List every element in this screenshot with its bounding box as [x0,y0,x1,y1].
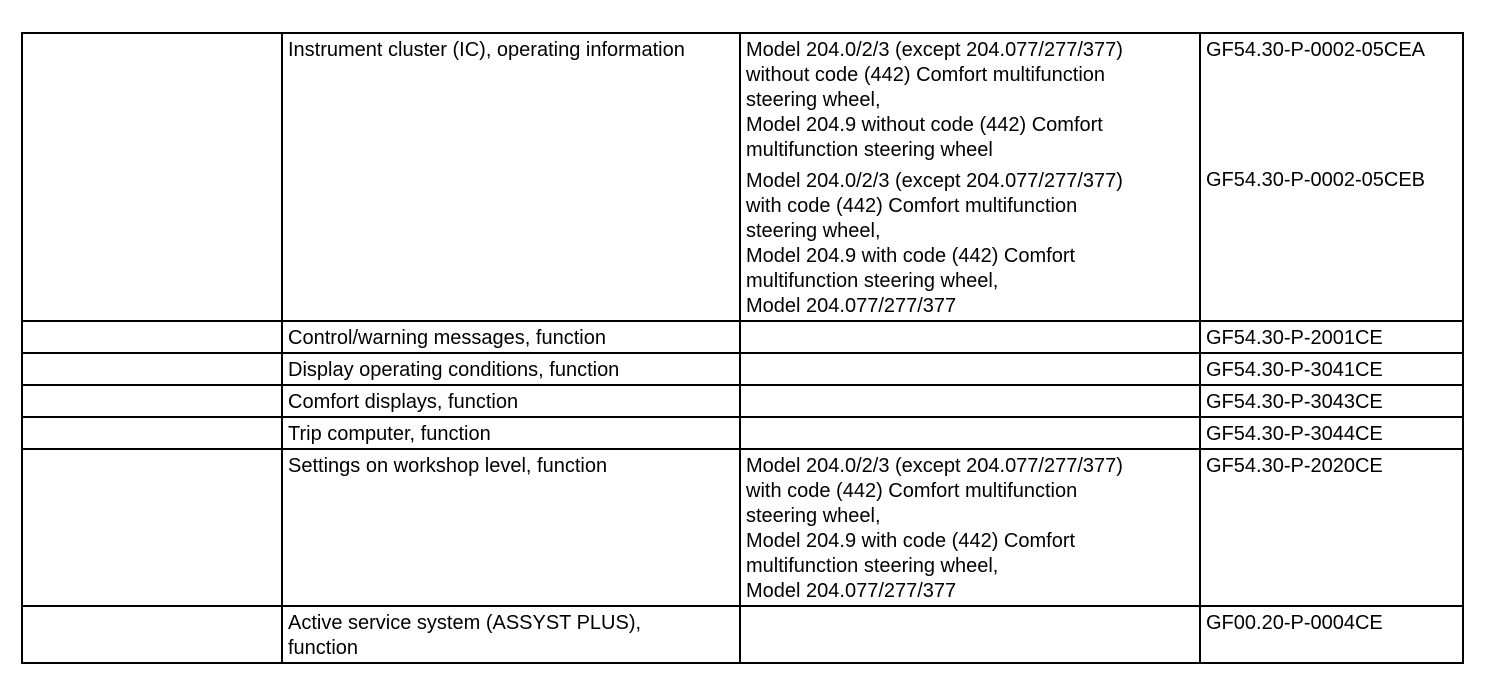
title-cell [282,449,740,606]
reference-code: GF54.30-P-0002-05CEA [1206,39,1426,61]
row-title: Control/warning messages, function [288,327,606,349]
validity-cell [740,606,1200,663]
reference-cell [1200,385,1463,417]
validity-cell [740,353,1200,385]
table-row [22,321,1463,353]
title-cell [282,385,740,417]
reference-code: GF54.30-P-3041CE [1206,359,1383,381]
validity-cell [740,33,1200,321]
title-cell [282,606,740,663]
validity-cell [740,417,1200,449]
reference-cell [1200,353,1463,385]
reference-code: GF54.30-P-2001CE [1206,327,1383,349]
reference-cell [1200,606,1463,663]
table-row [22,353,1463,385]
title-cell [282,353,740,385]
reference-cell [1200,321,1463,353]
title-cell [282,321,740,353]
title-cell [282,417,740,449]
empty-cell [22,33,282,321]
document-table [21,32,1464,664]
validity-text: Model 204.0/2/3 (except 204.077/277/377) with code (442) Comfort multifunction steering wheel, Model 204.9 with code (442) Comfort multifunction steering wheel, Model 204.077/277/377 [746,170,1123,317]
validity-text: Model 204.0/2/3 (except 204.077/277/377) without code (442) Comfort multifunction steering wheel, Model 204.9 without code (442) Comfort multifunction steering wheel [746,39,1123,161]
empty-cell [22,353,282,385]
table-row [22,417,1463,449]
validity-cell [740,385,1200,417]
reference-cell [1200,33,1463,321]
reference-code: GF54.30-P-2020CE [1206,455,1383,477]
reference-cell [1200,417,1463,449]
table-row [22,33,1463,321]
reference-cell [1200,449,1463,606]
row-title: Active service system (ASSYST PLUS), function [288,612,642,659]
empty-cell [22,449,282,606]
table-row [22,449,1463,606]
title-cell [282,33,740,321]
table-row [22,606,1463,663]
row-title: Instrument cluster (IC), operating information [288,39,685,61]
reference-code: GF00.20-P-0004CE [1206,612,1383,634]
reference-code: GF54.30-P-3043CE [1206,391,1383,413]
empty-cell [22,417,282,449]
empty-cell [22,385,282,417]
validity-cell [740,449,1200,606]
empty-cell [22,606,282,663]
row-title: Trip computer, function [288,423,491,445]
reference-code: GF54.30-P-0002-05CEB [1206,169,1426,191]
validity-text: Model 204.0/2/3 (except 204.077/277/377) with code (442) Comfort multifunction steering wheel, Model 204.9 with code (442) Comfort multifunction steering wheel, Model 204.077/277/377 [746,455,1123,602]
row-title: Comfort displays, function [288,391,519,413]
row-title: Settings on workshop level, function [288,455,608,477]
reference-code: GF54.30-P-3044CE [1206,423,1383,445]
row-title: Display operating conditions, function [288,359,620,381]
validity-cell [740,321,1200,353]
table-row [22,385,1463,417]
empty-cell [22,321,282,353]
